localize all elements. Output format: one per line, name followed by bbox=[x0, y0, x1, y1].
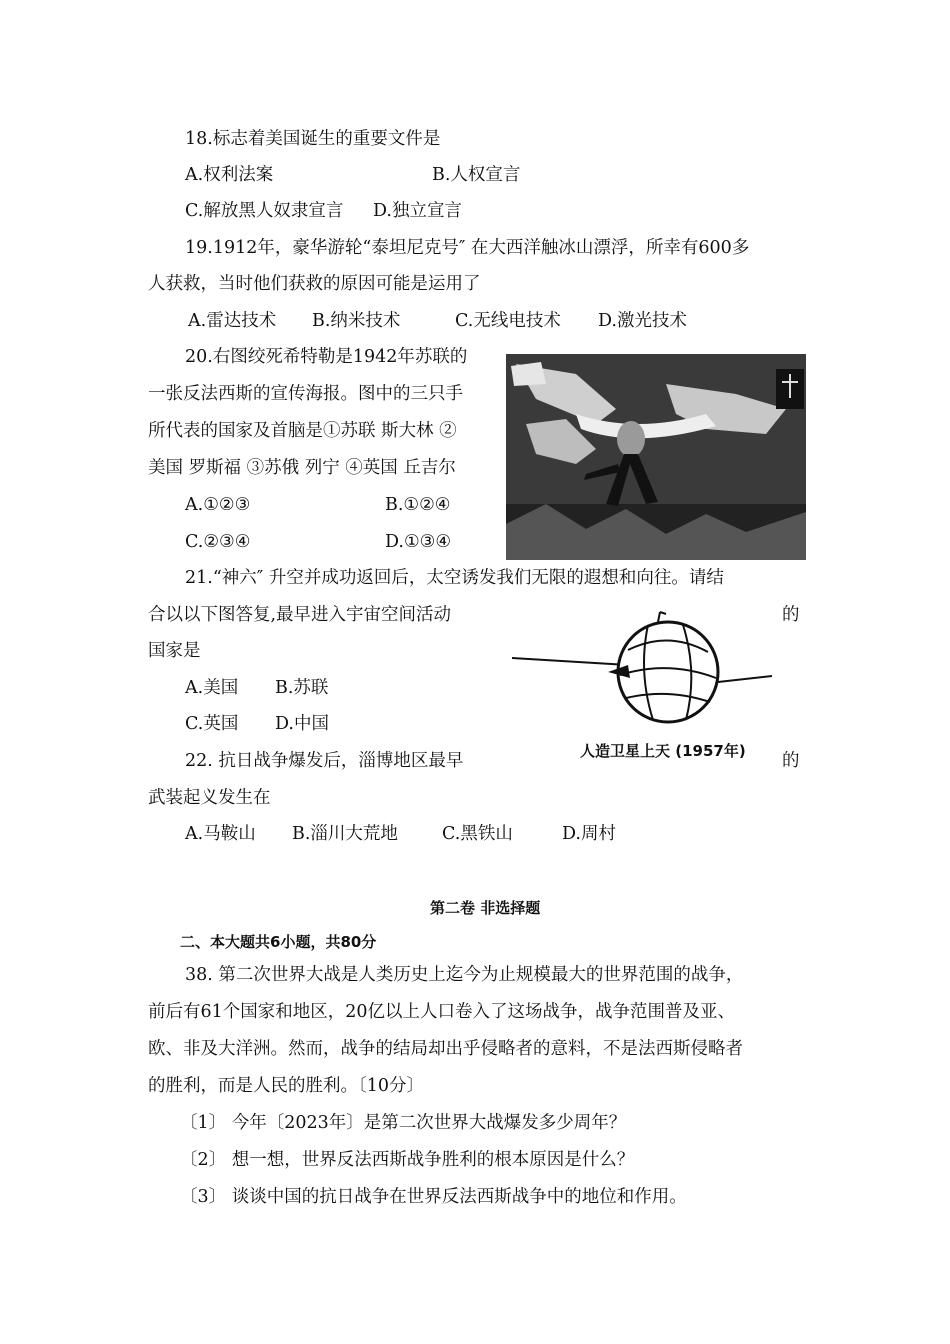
q20-stem-line2: 一张反法西斯的宣传海报。图中的三只手 bbox=[148, 384, 463, 404]
q19-stem-line1: 19.1912年，豪华游轮“泰坦尼克号″ 在大西洋触冰山漂浮，所幸有600多 bbox=[185, 238, 750, 258]
part2-title: 第二卷 非选择题 bbox=[430, 899, 541, 917]
q21-option-c: C.英国 bbox=[185, 714, 239, 734]
q38-para-line2: 前后有61个国家和地区，20亿以上人口卷入了这场战争，战争范围普及亚、 bbox=[148, 1002, 736, 1022]
q20-option-c: C.②③④ bbox=[185, 532, 251, 552]
q21-stem-line2-end: 的 bbox=[782, 605, 800, 625]
q22-option-b: B.淄川大荒地 bbox=[292, 824, 398, 844]
q21-stem-line1: 21.“神六″ 升空并成功返回后，太空诱发我们无限的遐想和向往。请结 bbox=[185, 568, 724, 588]
q22-option-d: D.周村 bbox=[562, 824, 616, 844]
q38-subquestion-3: 〔3〕 谈谈中国的抗日战争在世界反法西斯战争中的地位和作用。 bbox=[180, 1187, 687, 1207]
part2-heading: 二、本大题共6小题，共80分 bbox=[180, 933, 377, 951]
q18-stem: 18.标志着美国诞生的重要文件是 bbox=[185, 129, 441, 149]
q22-option-a: A.马鞍山 bbox=[185, 824, 256, 844]
q19-option-b: B.纳米技术 bbox=[312, 311, 401, 331]
q22-option-c: C.黑铁山 bbox=[442, 824, 513, 844]
q22-stem-line1-end: 的 bbox=[782, 751, 800, 771]
propaganda-poster-image bbox=[506, 354, 806, 560]
q18-option-a: A.权利法案 bbox=[185, 165, 274, 185]
q19-option-a: A.雷达技术 bbox=[188, 311, 277, 331]
q22-stem-line1: 22. 抗日战争爆发后，淄博地区最早 bbox=[185, 751, 464, 771]
q38-para-line1: 38. 第二次世界大战是人类历史上迄今为止规模最大的世界范围的战争， bbox=[185, 965, 744, 985]
q18-option-c: C.解放黑人奴隶宣言 bbox=[185, 201, 344, 221]
q19-stem-line2: 人获救，当时他们获救的原因可能是运用了 bbox=[148, 274, 481, 294]
q19-option-d: D.激光技术 bbox=[598, 311, 687, 331]
q38-para-line4: 的胜利，而是人民的胜利。〔10分〕 bbox=[148, 1076, 425, 1096]
q20-stem-line1: 20.右图绞死希特勒是1942年苏联的 bbox=[185, 347, 468, 367]
q21-stem-line3: 国家是 bbox=[148, 641, 201, 661]
q20-option-b: B.①②④ bbox=[385, 495, 451, 515]
q18-option-b: B.人权宣言 bbox=[432, 165, 521, 185]
satellite-caption: 人造卫星上天 (1957年) bbox=[580, 742, 746, 760]
q18-option-d: D.独立宣言 bbox=[373, 201, 462, 221]
q21-option-d: D.中国 bbox=[275, 714, 329, 734]
q21-option-a: A.美国 bbox=[185, 678, 239, 698]
q38-para-line3: 欧、非及大洋洲。然而，战争的结局却出乎侵略者的意料，不是法西斯侵略者 bbox=[148, 1039, 743, 1059]
q20-option-d: D.①③④ bbox=[385, 532, 452, 552]
q21-stem-line2: 合以以下图答复,最早进入宇宙空间活动 bbox=[148, 605, 452, 625]
q20-stem-line3: 所代表的国家及首脑是①苏联 斯大林 ② bbox=[148, 421, 457, 441]
q22-stem-line2: 武装起义发生在 bbox=[148, 788, 271, 808]
q20-stem-line4: 美国 罗斯福 ③苏俄 列宁 ④英国 丘吉尔 bbox=[148, 458, 456, 478]
q38-subquestion-1: 〔1〕 今年〔2023年〕是第二次世界大战爆发多少周年？ bbox=[180, 1113, 627, 1133]
q20-option-a: A.①②③ bbox=[185, 495, 251, 515]
q21-option-b: B.苏联 bbox=[275, 678, 329, 698]
q19-option-c: C.无线电技术 bbox=[455, 311, 561, 331]
q38-subquestion-2: 〔2〕 想一想，世界反法西斯战争胜利的根本原因是什么？ bbox=[180, 1150, 635, 1170]
